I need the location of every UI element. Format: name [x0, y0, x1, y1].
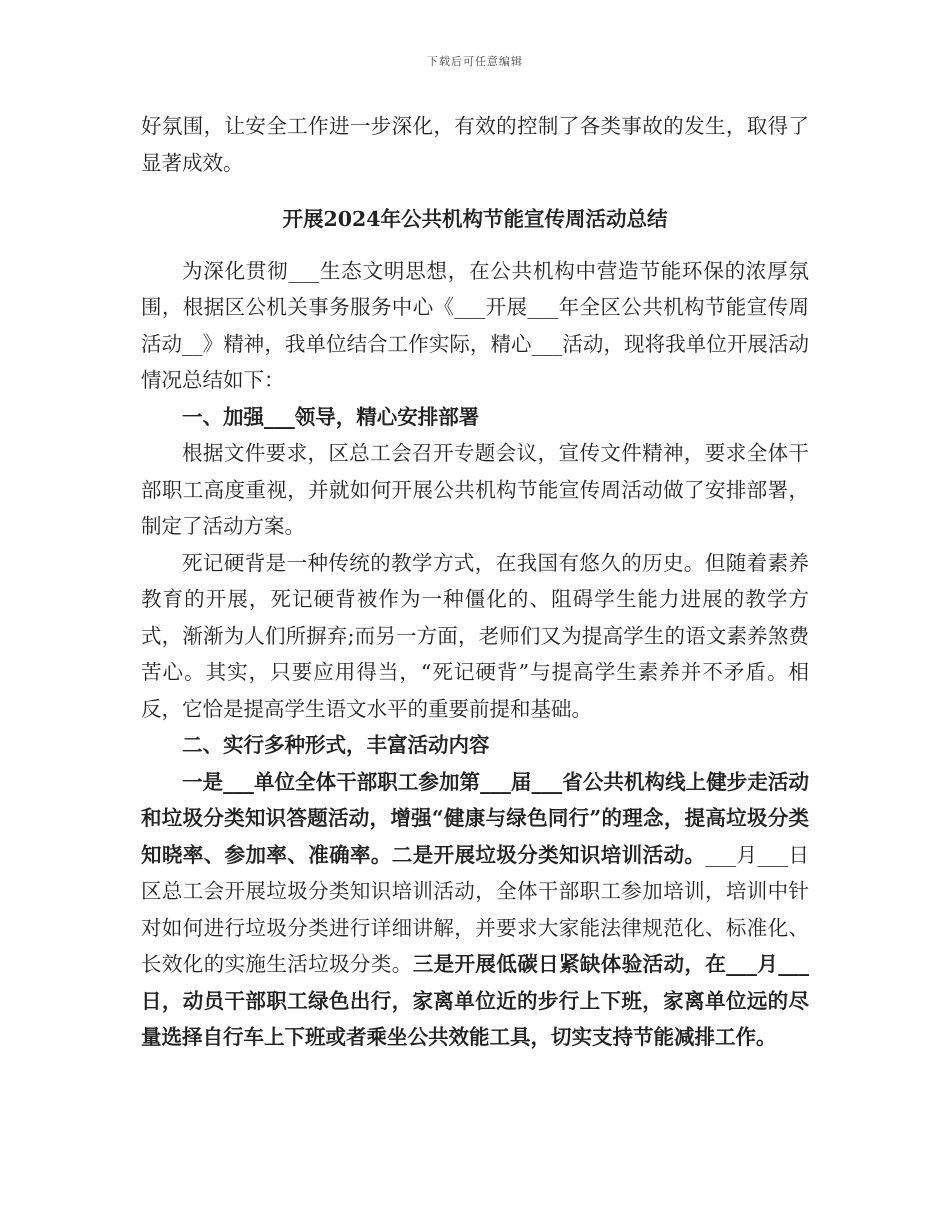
section-1-paragraph-1: 根据文件要求，区总工会召开专题会议，宣传文件精神，要求全体干部职工高度重视，并就如何开展公共机构节能宣传周活动做了安排部署，制定了活动方案。 — [141, 441, 809, 538]
section-2-normal-text: ___月___日区总工会开展垃圾分类知识培训活动，全体干部职工参加培训，培训中针对如何进行垃圾分类进行详细讲解，并要求大家能法律规范化、标准化、长效化的实施生活垃圾分类。 — [141, 842, 810, 976]
section-2-heading: 二、实行多种形式，丰富活动内容 — [182, 733, 490, 757]
section-1-paragraph-2: 死记硬背是一种传统的教学方式，在我国有悠久的历史。但随着素养教育的开展，死记硬背被作为一种僵化的、阻碍学生能力进展的教学方式，渐渐为人们所摒弃;而另一方面，老师们又为提高学生的语文素养煞费苦心。其实，只要应用得当，“死记硬背”与提高学生素养并不矛盾。相反，它恰是提高学生语文水平的重要前提和基础。 — [141, 550, 809, 721]
document-title: 开展2024年公共机构节能宣传周活动总结 — [282, 207, 668, 231]
section-2-bold-text-2: 三是开展低碳日紧缺体验活动，在___月___日，动员干部职工绿色出行，家离单位近的步行上下班，家离单位远的尽量选择自行车上下班或者乘坐公共效能工具，切实支持节能减排工作。 — [141, 952, 810, 1049]
section-1-heading: 一、加强___领导，精心安排部署 — [182, 404, 480, 429]
section-2-paragraph — [141, 764, 809, 1056]
page-header: 下载后可任意编辑 — [427, 55, 523, 68]
continuation-paragraph: 好氛围，让安全工作进一步深化，有效的控制了各类事故的发生，取得了显著成效。 — [141, 114, 809, 175]
intro-paragraph: 为深化贯彻___生态文明思想，在公共机构中营造节能环保的浓厚氛围，根据区公机关事务服务中心《___开展___年全区公共机构节能宣传周活动__》精神，我单位结合工作实际，精心___活动，现将我单位开展活动情况总结如下： — [141, 258, 809, 392]
section-2-bold-text-1: 一是___单位全体干部职工参加第___届___省公共机构线上健步走活动和垃圾分类知识答题活动，增强“健康与绿色同行”的理念，提高垃圾分类知晓率、参加率、准确率。二是开展垃圾分类知识培训活动。 — [141, 769, 809, 867]
document-body — [141, 108, 809, 1056]
